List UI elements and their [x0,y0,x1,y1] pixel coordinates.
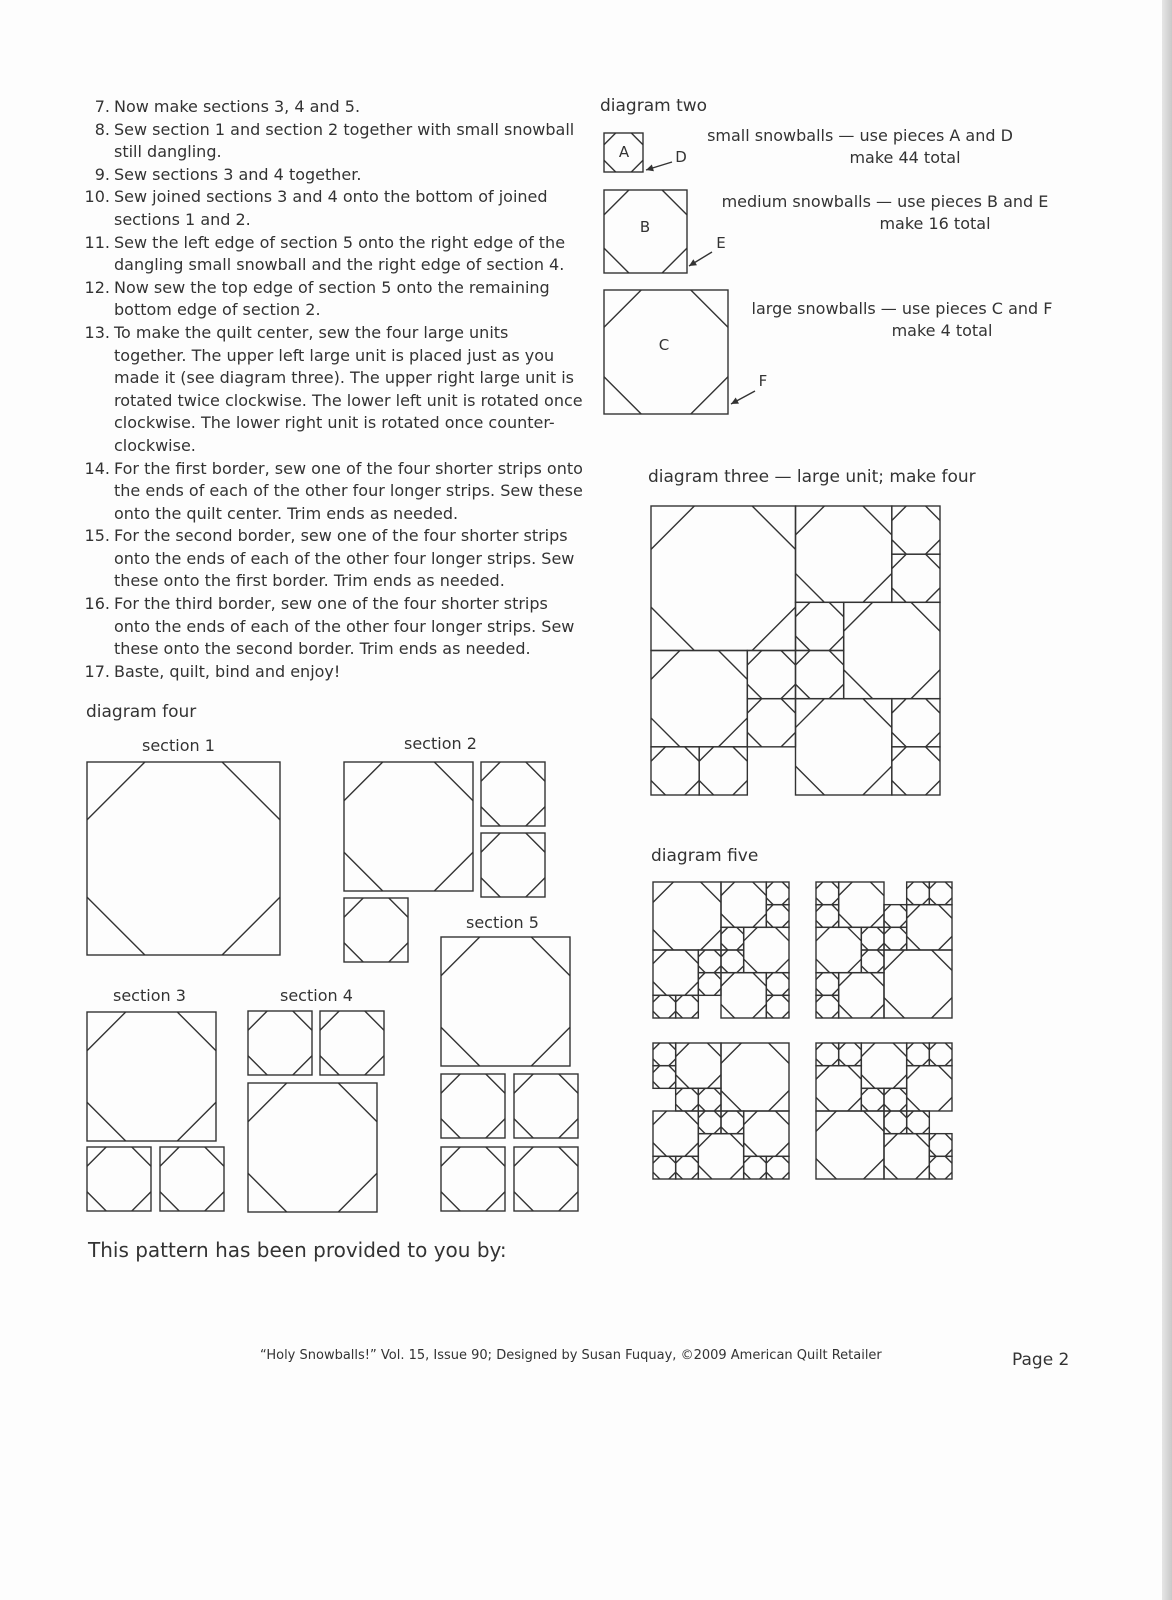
snowball-corners [160,1147,224,1211]
snowball-corners [514,1074,578,1138]
piece-f-label: F [758,372,768,390]
piece-e-label: E [716,234,726,252]
snowball-corners [248,1083,377,1212]
snowball-corners [676,1156,699,1179]
large-snowballs-caption: large snowballs — use pieces C and F make 4 total [751,299,1053,340]
snowball-corners [766,995,789,1018]
diagram-four-title: diagram four [86,702,197,722]
snowball-corners [747,699,795,747]
snowball-corners [651,506,796,651]
section-4-label: section 4 [280,986,353,1005]
small-snowballs-caption: small snowballs — use pieces A and D make 44 total [707,126,1013,167]
diagram-three-large-unit [651,506,940,795]
snowball-corners [698,1111,721,1134]
snowball-corners [441,1147,505,1211]
medium-snowballs-caption: medium snowballs — use pieces B and E make 16 total [721,192,1049,233]
snowball-corners [248,1011,312,1075]
snowball-corners [441,1074,505,1138]
snowball-corners [699,747,747,795]
snowball-corners [892,747,940,795]
snowball-corners [861,927,884,950]
snowball-corners [884,1111,907,1134]
snowball-corners [796,699,892,795]
piece-b-label: B [639,218,651,236]
snowball-corners [884,950,952,1018]
diagram-four-sections [87,762,578,1212]
snowball-corners [653,1156,676,1179]
snowball-corners [721,973,766,1018]
snowball-corners [816,1043,839,1066]
step-item: 8. Sew section 1 and section 2 together with small snowball still dangling. [94,119,575,162]
snowball-corners [884,1088,907,1111]
snowball-corners [698,950,721,973]
snowball-corners [861,950,884,973]
snowball-corners [816,927,861,972]
snowball-corners [796,602,844,650]
step-item: 17. Baste, quilt, bind and enjoy! [84,661,341,681]
snowball-corners [766,973,789,996]
section-1-label: section 1 [142,736,215,755]
snowball-corners [653,1111,698,1156]
piece-c-label: C [658,336,670,354]
snowball-corners [481,762,545,826]
snowball-corners [441,937,570,1066]
snowball-corners [698,973,721,996]
snowball-corners [796,506,892,602]
diagram-three-title: diagram three — large unit; make four [648,467,976,487]
snowball-corners [698,1134,743,1179]
snowball-corners [87,762,280,955]
diagram-two-title: diagram two [600,96,708,116]
diagram-five-title: diagram five [651,846,759,866]
snowball-corners [721,882,766,927]
snowball-corners [929,1156,952,1179]
snowball-corners [929,882,952,905]
snowball-corners [721,927,744,950]
snowball-corners [676,995,699,1018]
snowball-corners [676,1088,699,1111]
snowball-corners [320,1011,384,1075]
snowball-corners [816,882,839,905]
snowball-corners [698,1088,721,1111]
snowball-corners [839,1043,862,1066]
snowball-corners [344,898,408,962]
step-item: 11. Sew the left edge of section 5 onto the right edge of the dangling small snowball and the right edge of section 4. [84,232,566,275]
snowball-corners [653,882,721,950]
snowball-corners [907,1043,930,1066]
snowball-corners [929,1043,952,1066]
snowball-corners [744,1111,789,1156]
section-3-label: section 3 [113,986,186,1005]
snowball-corners [653,950,698,995]
step-item: 16. For the third border, sew one of the four shorter strips onto the ends of each of the other four longer strips. Sew these onto the second border. Trim ends as needed. [84,594,575,659]
snowball-corners [844,602,940,698]
snowball-corners [816,1111,884,1179]
snowball-corners [907,882,930,905]
snowball-corners [653,995,676,1018]
snowball-corners [907,1111,930,1134]
snowball-corners [514,1147,578,1211]
snowball-corners [816,973,839,996]
page-number: Page 2 [1012,1350,1070,1370]
step-item: 14. For the first border, sew one of the four shorter strips onto the ends of each of the other four longer strips. Sew these onto the quilt center. Trim ends as needed. [84,458,583,523]
snowball-corners [344,762,473,891]
snowball-corners [892,506,940,554]
snowball-corners [892,699,940,747]
snowball-corners [744,1156,767,1179]
snowball-corners [766,905,789,928]
footer-credit: “Holy Snowballs!” Vol. 15, Issue 90; Designed by Susan Fuquay, ©2009 American Quilt Retailer [260,1348,882,1363]
snowball-corners [721,1043,789,1111]
snowball-corners [653,1043,676,1066]
snowball-corners [651,747,699,795]
step-item: 13. To make the quilt center, sew the four large units together. The upper left large unit is placed just as you made it (see diagram three). The upper right large unit is rotated twice clockwise. The lower left unit is rotated once clockwise. The lower right unit is rotated once counter-clockwise. [84,322,583,455]
snowball-corners [481,833,545,897]
snowball-corners [766,882,789,905]
snowball-corners [766,1156,789,1179]
snowball-corners [651,651,747,747]
step-item: 15. For the second border, sew one of the four shorter strips onto the ends of each of the other four longer strips. Sew these onto the first border. Trim ends as needed. [84,526,575,591]
section-2-label: section 2 [404,734,477,753]
section-5-label: section 5 [466,913,539,932]
snowball-corners [907,1066,952,1111]
diagram-five-quilt-center [653,882,952,1179]
snowball-corners [884,1134,929,1179]
snowball-corners [87,1012,216,1141]
step-item: 12. Now sew the top edge of section 5 onto the remaining bottom edge of section 2. [84,277,550,320]
snowball-corners [929,1134,952,1157]
snowball-corners [653,1066,676,1089]
snowball-corners [721,950,744,973]
snowball-corners [816,1066,861,1111]
step-item: 9. Sew sections 3 and 4 together. [94,164,362,184]
step-item: 10. Sew joined sections 3 and 4 onto the bottom of joined sections 1 and 2. [84,187,548,229]
snowball-corners [884,927,907,950]
snowball-corners [839,882,884,927]
snowball-corners [884,905,907,928]
snowball-corners [839,973,884,1018]
snowball-corners [907,905,952,950]
snowball-corners [796,651,844,699]
snowball-corners [721,1111,744,1134]
provided-by-text: This pattern has been provided to you by: [88,1238,507,1262]
snowball-corners [892,554,940,602]
snowball-corners [744,927,789,972]
snowball-corners [861,1043,906,1088]
piece-d-label: D [675,148,687,166]
step-item: 7. Now make sections 3, 4 and 5. [94,97,361,116]
snowball-corners [816,995,839,1018]
snowball-corners [861,1088,884,1111]
snowball-corners [816,905,839,928]
snowball-corners [747,651,795,699]
snowball-corners [676,1043,721,1088]
piece-a-label: A [618,143,630,161]
diagram-two-snowball-pieces [604,133,767,414]
snowball-corners [87,1147,151,1211]
